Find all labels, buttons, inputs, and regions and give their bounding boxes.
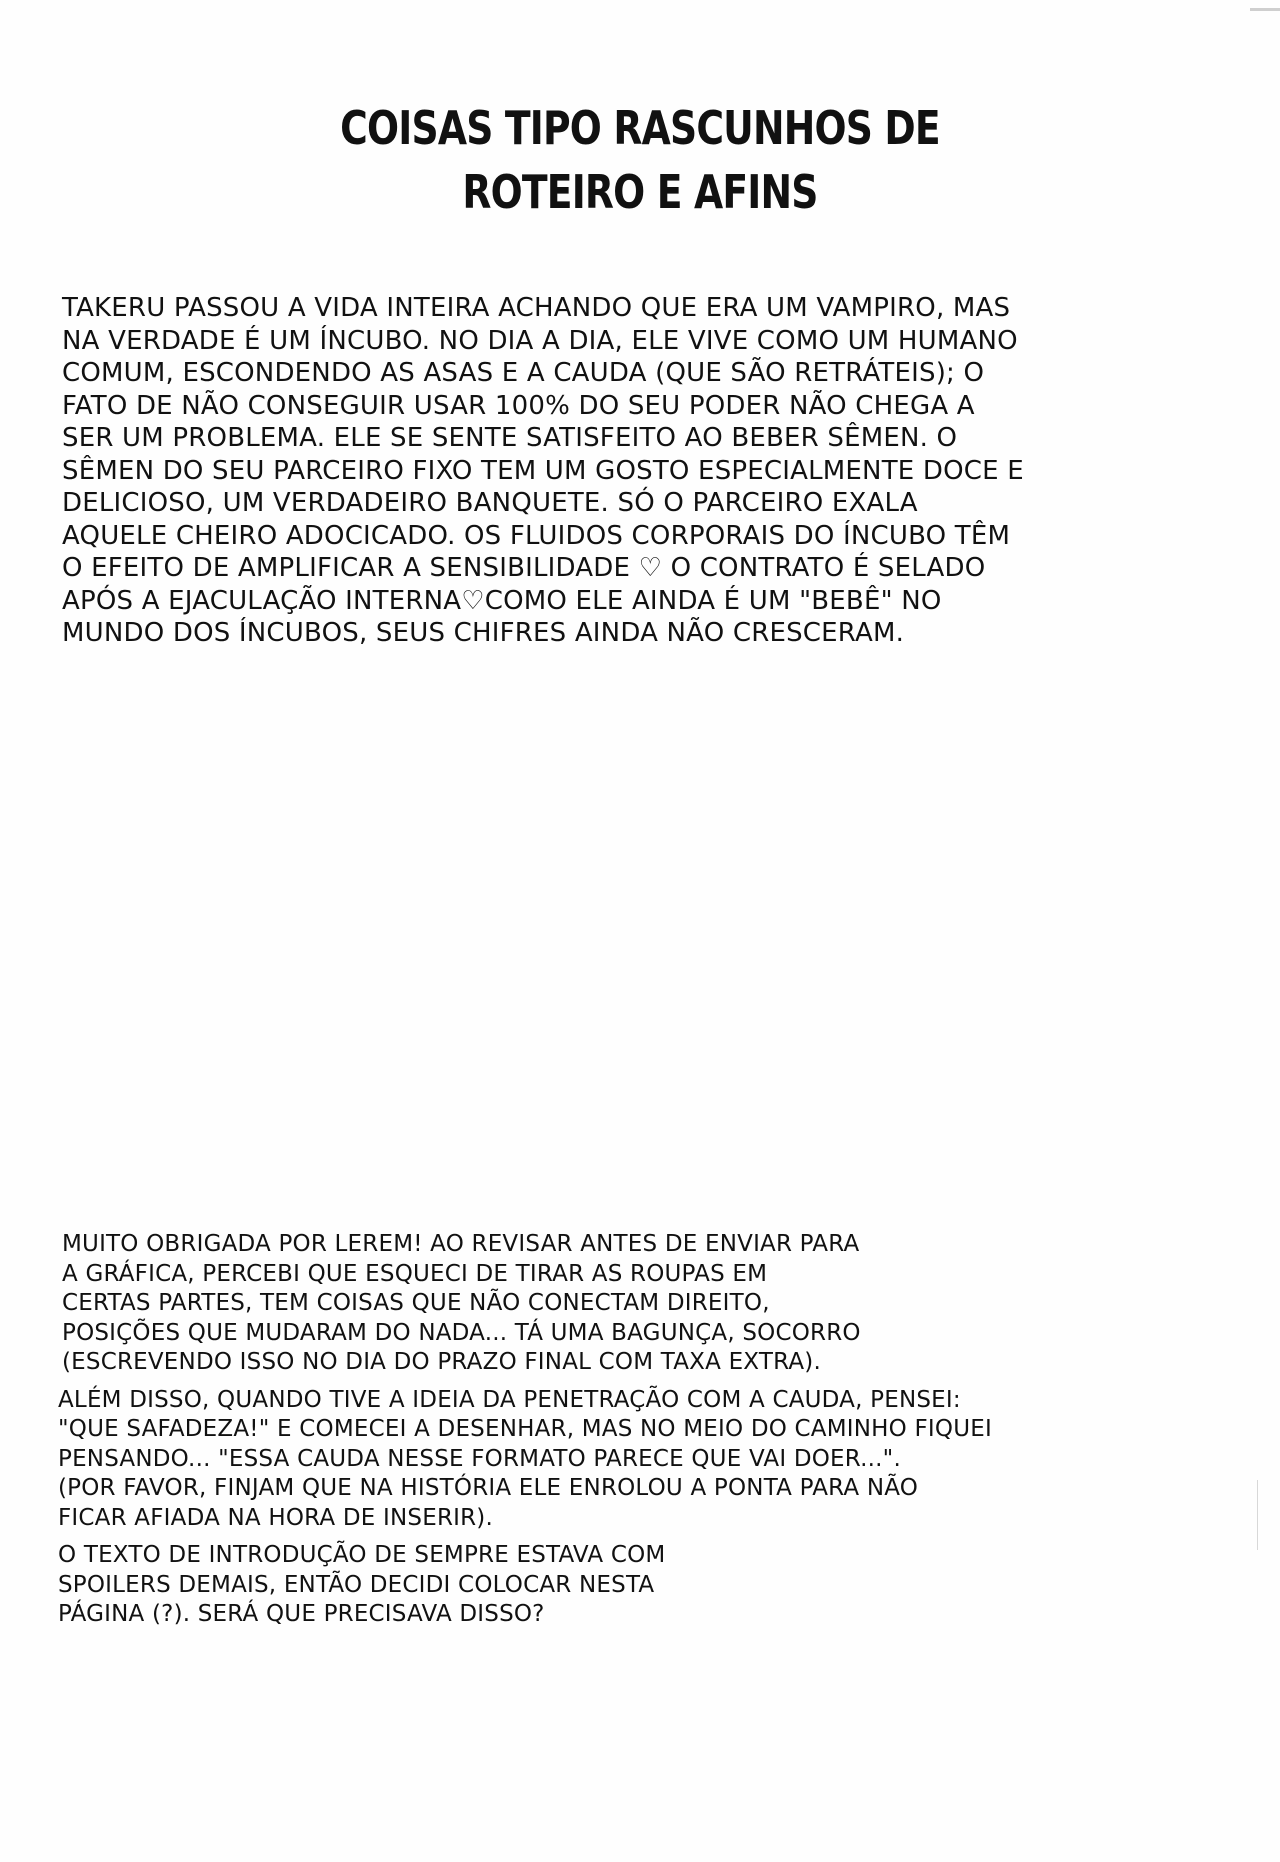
notes-line: ALÉM DISSO, QUANDO TIVE A IDEIA DA PENETRAÇÃO COM A CAUDA, PENSEI: — [58, 1386, 961, 1413]
intro-line: O EFEITO DE AMPLIFICAR A SENSIBILIDADE ♡ O CONTRATO É SELADO — [62, 553, 986, 583]
notes-line: (ESCREVENDO ISSO NO DIA DO PRAZO FINAL COM TAXA EXTRA). — [62, 1349, 821, 1375]
title-line-1: COISAS TIPO RASCUNHOS DE — [340, 101, 940, 155]
notes-line: O TEXTO DE INTRODUÇÃO DE SEMPRE ESTAVA COM — [58, 1542, 666, 1568]
title-line-2: ROTEIRO E AFINS — [462, 165, 818, 219]
intro-line: SER UM PROBLEMA. ELE SE SENTE SATISFEITO AO BEBER SÊMEN. O — [62, 423, 958, 453]
notes-paragraph-tail — [58, 1386, 992, 1534]
author-notes — [58, 1230, 992, 1638]
intro-line: TAKERU PASSOU A VIDA INTEIRA ACHANDO QUE ERA UM VAMPIRO, MAS — [62, 293, 1011, 323]
intro-line: SÊMEN DO SEU PARCEIRO FIXO TEM UM GOSTO ESPECIALMENTE DOCE E — [62, 455, 1024, 486]
intro-line: COMUM, ESCONDENDO AS ASAS E A CAUDA (QUE SÃO RETRÁTEIS); O — [62, 358, 985, 388]
notes-line: (POR FAVOR, FINJAM QUE NA HISTÓRIA ELE ENROLOU A PONTA PARA NÃO — [58, 1475, 919, 1501]
page-title — [312, 96, 968, 224]
intro-line: MUNDO DOS ÍNCUBOS, SEUS CHIFRES AINDA NÃO CRESCERAM. — [62, 618, 905, 648]
notes-line: FICAR AFIADA NA HORA DE INSERIR). — [58, 1504, 493, 1531]
scan-edge-line — [1257, 1480, 1258, 1550]
intro-line: NA VERDADE É UM ÍNCUBO. NO DIA A DIA, ELE VIVE COMO UM HUMANO — [62, 325, 1018, 356]
notes-line: "QUE SAFADEZA!" E COMECEI A DESENHAR, MAS NO MEIO DO CAMINHO FIQUEI — [58, 1416, 992, 1442]
intro-paragraph — [62, 292, 1024, 650]
notes-line: PENSANDO... "ESSA CAUDA NESSE FORMATO PARECE QUE VAI DOER...". — [58, 1445, 901, 1472]
notes-line: SPOILERS DEMAIS, ENTÃO DECIDI COLOCAR NESTA — [58, 1571, 655, 1598]
scan-edge-mark — [1250, 8, 1280, 11]
notes-paragraph-intro-text — [58, 1541, 992, 1630]
notes-line: POSIÇÕES QUE MUDARAM DO NADA... TÁ UMA BAGUNÇA, SOCORRO — [62, 1319, 861, 1346]
notes-paragraph-thanks — [58, 1230, 992, 1378]
intro-line: FATO DE NÃO CONSEGUIR USAR 100% DO SEU PODER NÃO CHEGA A — [62, 390, 975, 421]
intro-line: APÓS A EJACULAÇÃO INTERNA♡COMO ELE AINDA É UM "BEBÊ" NO — [62, 585, 942, 616]
notes-line: PÁGINA (?). SERÁ QUE PRECISAVA DISSO? — [58, 1601, 545, 1627]
intro-line: DELICIOSO, UM VERDADEIRO BANQUETE. SÓ O PARCEIRO EXALA — [62, 488, 918, 518]
notes-line: MUITO OBRIGADA POR LEREM! AO REVISAR ANTES DE ENVIAR PARA — [62, 1231, 860, 1257]
intro-line: AQUELE CHEIRO ADOCICADO. OS FLUIDOS CORPORAIS DO ÍNCUBO TÊM — [62, 520, 1011, 551]
notes-line: A GRÁFICA, PERCEBI QUE ESQUECI DE TIRAR AS ROUPAS EM — [62, 1260, 768, 1287]
notes-line: CERTAS PARTES, TEM COISAS QUE NÃO CONECTAM DIREITO, — [62, 1290, 770, 1316]
